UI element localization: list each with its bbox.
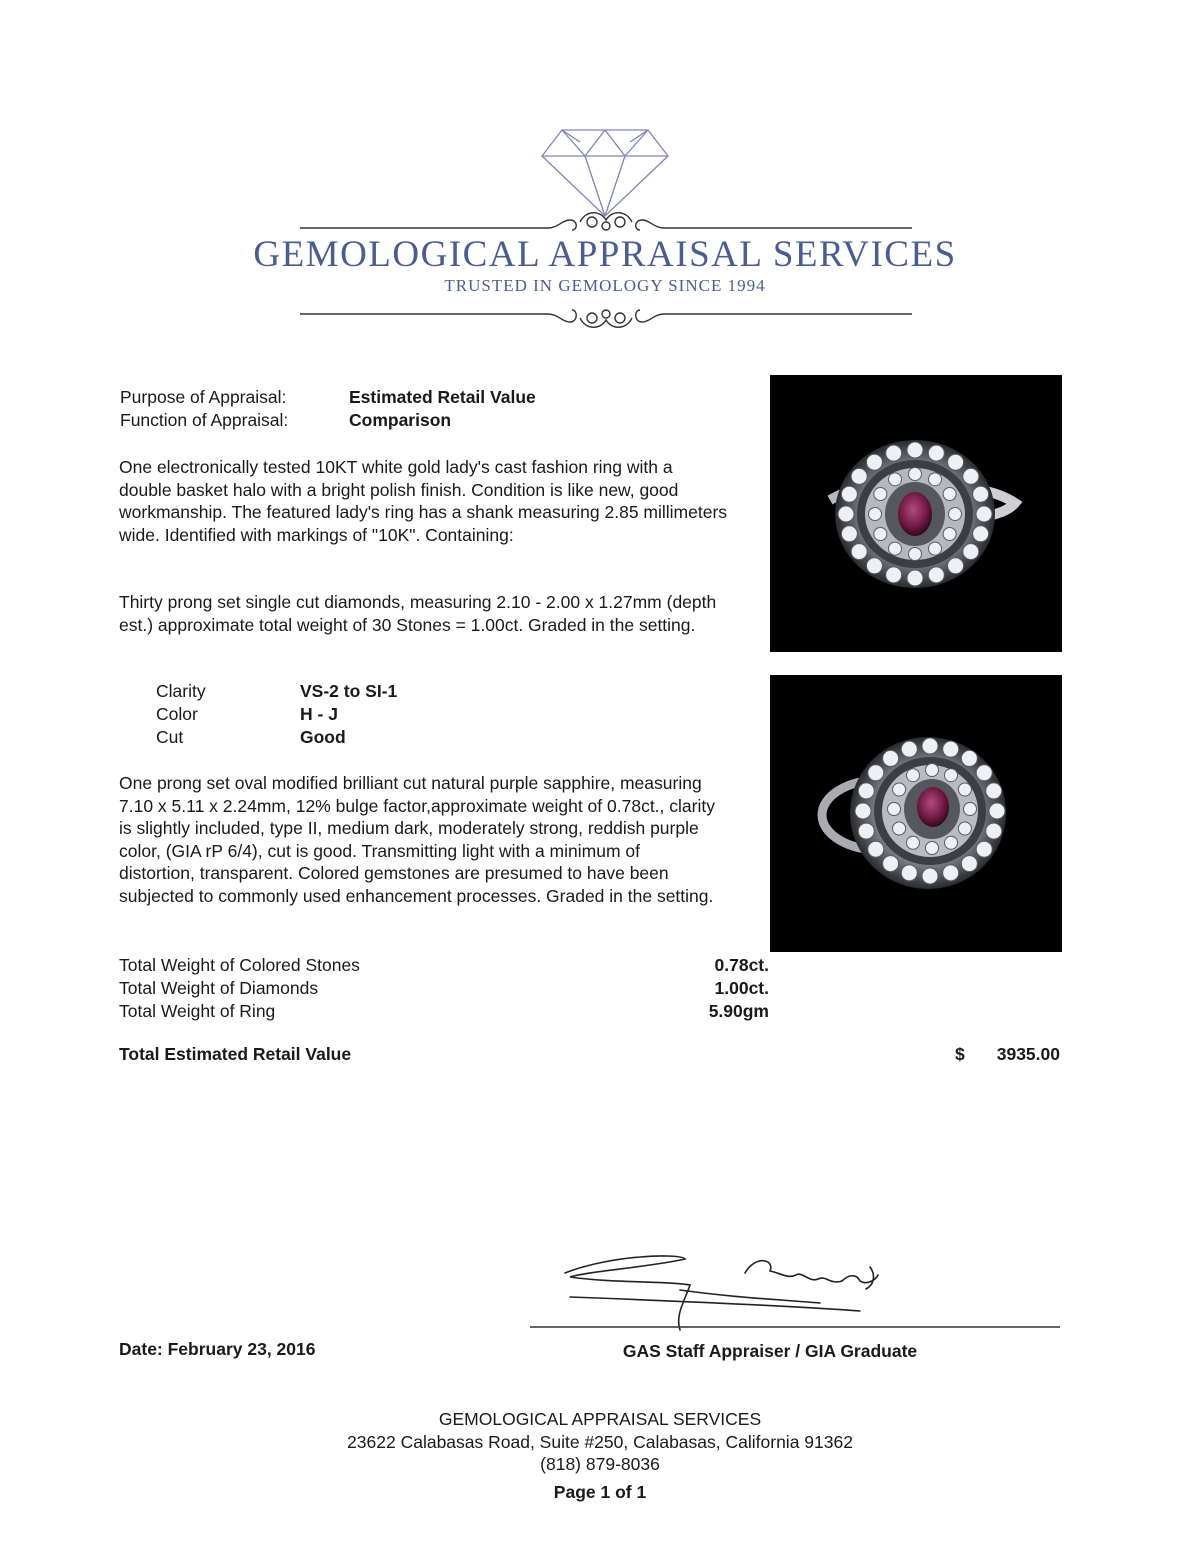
halo-stone — [907, 836, 920, 849]
grade-row-color — [156, 704, 397, 727]
footer-address: 23622 Calabasas Road, Suite #250, Calabasas, California 91362 — [347, 1431, 853, 1452]
halo-stone — [841, 486, 857, 502]
function-value: Comparison — [349, 410, 452, 430]
halo-stone — [922, 738, 938, 754]
halo-stone — [922, 868, 938, 884]
weights-table — [119, 955, 769, 1024]
amount: 3935.00 — [996, 1044, 1060, 1064]
ornament-rule-top — [296, 206, 916, 236]
halo-stone — [948, 558, 964, 574]
ring-photo-top — [770, 375, 1062, 652]
halo-stone — [945, 769, 958, 782]
grade-value: VS-2 to SI-1 — [300, 681, 398, 701]
halo-stone — [858, 823, 874, 839]
grade-label: Cut — [156, 727, 184, 747]
grade-value: Good — [300, 727, 346, 747]
halo-stone — [838, 506, 854, 522]
halo-stone — [868, 765, 884, 781]
halo-stone — [961, 750, 977, 766]
diamond-description: Thirty prong set single cut diamonds, measuring 2.10 - 2.00 x 1.27mm (depth est.) approximate total weight of 30 Stones = 1.00ct. Graded in the setting. — [119, 592, 717, 635]
total-value-amount — [955, 1044, 1060, 1065]
halo-stone — [907, 442, 923, 458]
grade-label: Color — [156, 704, 198, 724]
diamond-grade-table — [156, 681, 397, 750]
halo-stone — [893, 783, 906, 796]
halo-stone — [943, 488, 956, 501]
halo-stone — [907, 570, 923, 586]
ornament-rule-bottom — [296, 300, 916, 332]
halo-stone — [869, 508, 882, 521]
halo-stone — [945, 836, 958, 849]
grade-row-clarity — [156, 681, 397, 704]
purpose-label: Purpose of Appraisal: — [120, 387, 287, 407]
appraisal-date: Date: February 23, 2016 — [119, 1339, 316, 1359]
halo-stone — [973, 526, 989, 542]
halo-stone — [851, 544, 867, 560]
grade-row-cut — [156, 727, 397, 750]
weight-label: Total Weight of Colored Stones — [119, 955, 360, 975]
halo-stone — [901, 741, 917, 757]
ring-top-view-image — [770, 375, 1062, 652]
halo-stone — [874, 528, 887, 541]
halo-stone — [866, 558, 882, 574]
function-label: Function of Appraisal: — [120, 410, 289, 430]
diamond-logo-icon — [540, 128, 670, 218]
halo-stone — [883, 856, 899, 872]
halo-stone — [958, 822, 971, 835]
page-number: Page 1 of 1 — [553, 1482, 647, 1502]
halo-stone — [986, 823, 1002, 839]
halo-stone — [909, 548, 922, 561]
weight-row — [119, 955, 769, 978]
halo-stone — [964, 803, 977, 816]
footer-company: GEMOLOGICAL APPRAISAL SERVICES — [438, 1409, 762, 1429]
weight-label: Total Weight of Diamonds — [119, 978, 319, 998]
halo-stone — [866, 454, 882, 470]
halo-stone — [958, 783, 971, 796]
halo-stone — [901, 865, 917, 881]
halo-stone — [976, 506, 992, 522]
total-value-label: Total Estimated Retail Value — [119, 1044, 352, 1064]
purpose-value: Estimated Retail Value — [349, 387, 536, 407]
ring-photo-angle — [770, 675, 1062, 952]
appraiser-signature — [530, 1245, 1070, 1335]
ring-angle-view-image — [770, 675, 1062, 952]
company-tagline: TRUSTED IN GEMOLOGY SINCE 1994 — [444, 276, 766, 295]
footer-address-block — [250, 1408, 950, 1476]
halo-stone — [841, 526, 857, 542]
halo-stone — [909, 468, 922, 481]
halo-stone — [907, 769, 920, 782]
halo-stone — [961, 856, 977, 872]
ring-description: One electronically tested 10KT white gold lady's cast fashion ring with a double basket halo with a bright polish finish. Condition is like new, good workmanship. The featured lady's ring has a shank measuring 2.85 millimeters wide. Identified with markings of "10K". Containing: — [119, 457, 728, 545]
halo-stone — [943, 865, 959, 881]
halo-stone — [976, 765, 992, 781]
halo-stone — [893, 822, 906, 835]
halo-stone — [874, 488, 887, 501]
halo-stone — [855, 803, 871, 819]
weight-value: 5.90gm — [708, 1001, 769, 1021]
halo-stone — [986, 783, 1002, 799]
grade-value: H - J — [300, 704, 338, 724]
halo-stone — [888, 803, 901, 816]
halo-stone — [989, 803, 1005, 819]
currency-symbol: $ — [955, 1044, 965, 1064]
weight-row — [119, 1001, 769, 1024]
halo-stone — [926, 764, 939, 777]
company-name-logo: GEMOLOGICAL APPRAISAL SERVICES — [253, 234, 957, 275]
weight-label: Total Weight of Ring — [119, 1001, 276, 1021]
halo-stone — [858, 783, 874, 799]
halo-stone — [883, 750, 899, 766]
halo-stone — [928, 567, 944, 583]
halo-stone — [963, 544, 979, 560]
weight-value: 1.00ct. — [714, 978, 769, 998]
halo-stone — [926, 842, 939, 855]
halo-stone — [973, 486, 989, 502]
halo-stone — [889, 473, 902, 486]
halo-stone — [963, 468, 979, 484]
halo-stone — [943, 741, 959, 757]
appraiser-title: GAS Staff Appraiser / GIA Graduate — [622, 1341, 918, 1361]
halo-stone — [928, 445, 944, 461]
sapphire-description: One prong set oval modified brilliant cut natural purple sapphire, measuring 7.10 x 5.11 x 2.24mm, 12% bulge factor,approximate weight of 0.78ct., clarity is slightly included, type II, medium dark, moderately strong, reddish purple color, (GIA rP 6/4), cut is good. Transmitting light with a minimum of distortion, transparent. Colored gemstones are presumed to have been subjected to commonly used enhancement processes. Graded in the setting. — [119, 773, 715, 906]
weight-value: 0.78ct. — [714, 955, 769, 975]
halo-stone — [929, 473, 942, 486]
halo-stone — [929, 542, 942, 555]
grade-label: Clarity — [156, 681, 206, 701]
halo-stone — [948, 454, 964, 470]
halo-stone — [889, 542, 902, 555]
footer-phone: (818) 879-8036 — [540, 1454, 660, 1474]
weight-row — [119, 978, 769, 1001]
halo-stone — [886, 567, 902, 583]
halo-stone — [976, 841, 992, 857]
halo-stone — [868, 841, 884, 857]
halo-stone — [851, 468, 867, 484]
halo-stone — [949, 508, 962, 521]
halo-stone — [943, 528, 956, 541]
halo-stone — [886, 445, 902, 461]
